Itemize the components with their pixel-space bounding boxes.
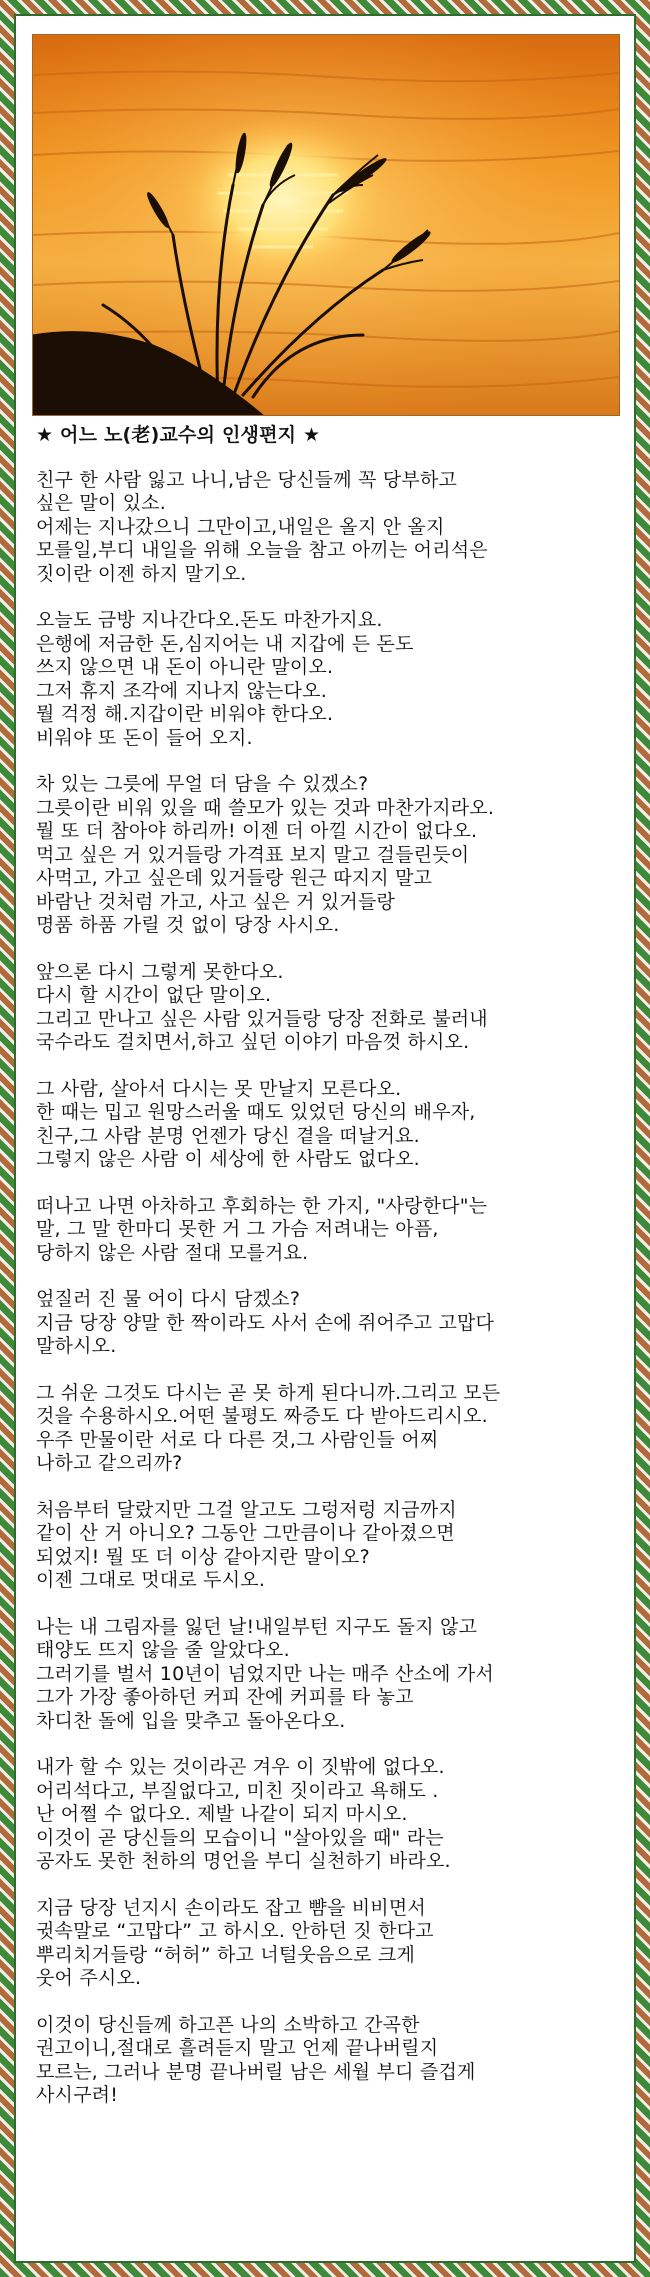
letter-line: 짓이란 이젠 하지 말기오. xyxy=(36,562,247,585)
letter-line: 쓰지 않으면 내 돈이 아니란 말이오. xyxy=(36,656,334,678)
letter-paragraph xyxy=(36,961,626,1055)
letter-line: 지금 당장 넌지시 손이라도 잡고 뺨을 비비면서 xyxy=(36,1896,426,1919)
letter-line: 태양도 뜨지 않을 줄 알았다오. xyxy=(36,1639,290,1661)
letter-line: 다시 할 시간이 없단 말이오. xyxy=(36,984,272,1006)
letter-paragraph xyxy=(36,469,626,587)
letter-paragraph xyxy=(36,2014,626,2108)
letter-line: 사시구려! xyxy=(36,2084,119,2106)
letter-line: 사먹고, 가고 싶은데 있거들랑 원근 따지지 말고 xyxy=(36,867,433,889)
letter-line: 이것이 곧 당신들의 모습이니 "살아있을 때" 라는 xyxy=(36,1826,444,1849)
letter-line: 국수라도 걸치면서,하고 싶던 이야기 마음껏 하시오. xyxy=(36,1031,470,1053)
letter-line: 권고이니,절대로 흘려듣지 말고 언제 끝나버릴지 xyxy=(36,2037,439,2059)
letter-line: 먹고 싶은 거 있거들랑 가격표 보지 말고 걸들린듯이 xyxy=(36,843,470,866)
letter-body xyxy=(36,469,626,2108)
letter-line: 모르는, 그러나 분명 끝나버릴 남은 세월 부디 즐겁게 xyxy=(36,2060,476,2083)
letter-paragraph xyxy=(36,1382,626,1476)
letter-paragraph xyxy=(36,609,626,750)
letter-line: 뿌리치거들랑 “허허” 하고 너털웃음으로 크게 xyxy=(36,1943,416,1966)
letter-line: 되었지! 뭘 또 더 이상 같아지란 말이오? xyxy=(36,1545,370,1568)
letter-line: 것을 수용하시오.어떤 불평도 짜증도 다 받아드리시오. xyxy=(36,1405,488,1427)
letter-line: 차디찬 돌에 입을 맞추고 돌아온다오. xyxy=(36,1709,346,1732)
letter-line: 지금 당장 양말 한 짝이라도 사서 손에 쥐어주고 고맙다 xyxy=(36,1311,495,1334)
letter-line: 어리석다고, 부질없다고, 미친 짓이라고 욕해도 . xyxy=(36,1779,439,1802)
letter-title: ★ 어느 노(老)교수의 인생편지 ★ xyxy=(36,424,321,446)
letter-line: 나하고 같으리까? xyxy=(36,1452,183,1474)
letter-line: 엎질러 진 물 어이 다시 담겠소? xyxy=(36,1288,301,1310)
letter-text xyxy=(36,416,626,2131)
letter-paragraph xyxy=(36,1499,626,1593)
letter-line: 그 쉬운 그것도 다시는 곧 못 하게 된다니까.그리고 모든 xyxy=(36,1381,501,1404)
letter-line: 그렇지 않은 사람 이 세상에 한 사람도 없다오. xyxy=(36,1148,420,1170)
letter-line: 이것이 당신들께 하고픈 나의 소박하고 간곡한 xyxy=(36,2013,420,2036)
letter-line: 당하지 않은 사람 절대 모를거요. xyxy=(36,1241,309,1264)
letter-line: 그저 휴지 조각에 지나지 않는다오. xyxy=(36,679,327,702)
letter-line: 친구,그 사람 분명 언젠가 당신 곁을 떠날거요. xyxy=(36,1124,420,1147)
letter-line: 한 때는 밉고 원망스러울 때도 있었던 당신의 배우자, xyxy=(36,1101,476,1123)
letter-line: 그가 가장 좋아하던 커피 잔에 커피를 타 놓고 xyxy=(36,1686,414,1708)
letter-line: 오늘도 금방 지나간다오.돈도 마찬가지요. xyxy=(36,609,383,631)
letter-line: 비워야 또 돈이 들어 오지. xyxy=(36,726,253,749)
letter-line: 뭘 걱정 해.지갑이란 비워야 한다오. xyxy=(36,703,334,725)
letter-line: 공자도 못한 천하의 명언을 부디 실천하기 바라오. xyxy=(36,1850,451,1872)
letter-paragraph xyxy=(36,1288,626,1359)
letter-paragraph xyxy=(36,1616,626,1734)
sunset-reeds-illustration xyxy=(33,35,619,415)
letter-line: 그 사람, 살아서 다시는 못 만날지 모른다오. xyxy=(36,1077,402,1100)
letter-line: 난 어쩔 수 없다오. 제발 나같이 되지 마시오. xyxy=(36,1803,408,1825)
letter-paragraph xyxy=(36,1756,626,1874)
letter-line: 그리고 만나고 싶은 사람 있거들랑 당장 전화로 불러내 xyxy=(36,1007,488,1030)
letter-line: 나는 내 그림자를 잃던 날!내일부턴 지구도 돌지 않고 xyxy=(36,1615,478,1638)
letter-line: 그릇이란 비워 있을 때 쓸모가 있는 것과 마찬가지라오. xyxy=(36,796,495,819)
letter-line: 같이 산 거 아니오? 그동안 그만큼이나 같아졌으면 xyxy=(36,1522,455,1544)
letter-line: 떠나고 나면 아차하고 후회하는 한 가지, "사랑한다"는 xyxy=(36,1194,488,1217)
letter-line: 웃어 주시오. xyxy=(36,1967,142,1989)
letter-line: 우주 만물이란 서로 다 다른 것,그 사람인들 어찌 xyxy=(36,1428,439,1451)
letter-line: 명품 하품 가릴 것 없이 당장 사시오. xyxy=(36,914,340,936)
letter-card xyxy=(14,14,636,2263)
letter-line: 친구 한 사람 잃고 나니,남은 당신들께 꼭 당부하고 xyxy=(36,468,457,491)
letter-line: 이젠 그대로 멋대로 두시오. xyxy=(36,1569,266,1591)
letter-line: 어제는 지나갔으니 그만이고,내일은 올지 안 올지 xyxy=(36,515,445,538)
letter-line: 앞으론 다시 그렇게 못한다오. xyxy=(36,960,284,983)
letter-line: 귓속말로 “고맙다” 고 하시오. 안하던 짓 한다고 xyxy=(36,1920,434,1942)
letter-line: 내가 할 수 있는 것이라곤 겨우 이 짓밖에 없다오. xyxy=(36,1756,445,1778)
letter-line: 말, 그 말 한마디 못한 거 그 가슴 저려내는 아픔, xyxy=(36,1218,439,1240)
letter-line: 은행에 저금한 돈,심지어는 내 지갑에 든 돈도 xyxy=(36,632,414,655)
sunset-reeds-photo xyxy=(32,34,620,416)
letter-line: 차 있는 그릇에 무얼 더 담을 수 있겠소? xyxy=(36,773,369,795)
letter-line: 바람난 것처럼 가고, 사고 싶은 거 있거들랑 xyxy=(36,890,396,913)
letter-line: 모를일,부디 내일을 위해 오늘을 참고 아끼는 어리석은 xyxy=(36,539,488,561)
letter-line: 싶은 말이 있소. xyxy=(36,492,167,514)
letter-line: 처음부터 달랐지만 그걸 알고도 그렁저렁 지금까지 xyxy=(36,1498,457,1521)
letter-line: 말하시오. xyxy=(36,1335,117,1357)
letter-line: 그러기를 벌서 10년이 넘었지만 나는 매주 산소에 가서 xyxy=(36,1662,494,1685)
letter-paragraph xyxy=(36,1195,626,1266)
letter-paragraph xyxy=(36,1078,626,1172)
letter-line: 뭘 또 더 참아야 하리까! 이젠 더 아낄 시간이 없다오. xyxy=(36,820,478,842)
letter-paragraph xyxy=(36,1897,626,1991)
letter-paragraph xyxy=(36,773,626,938)
